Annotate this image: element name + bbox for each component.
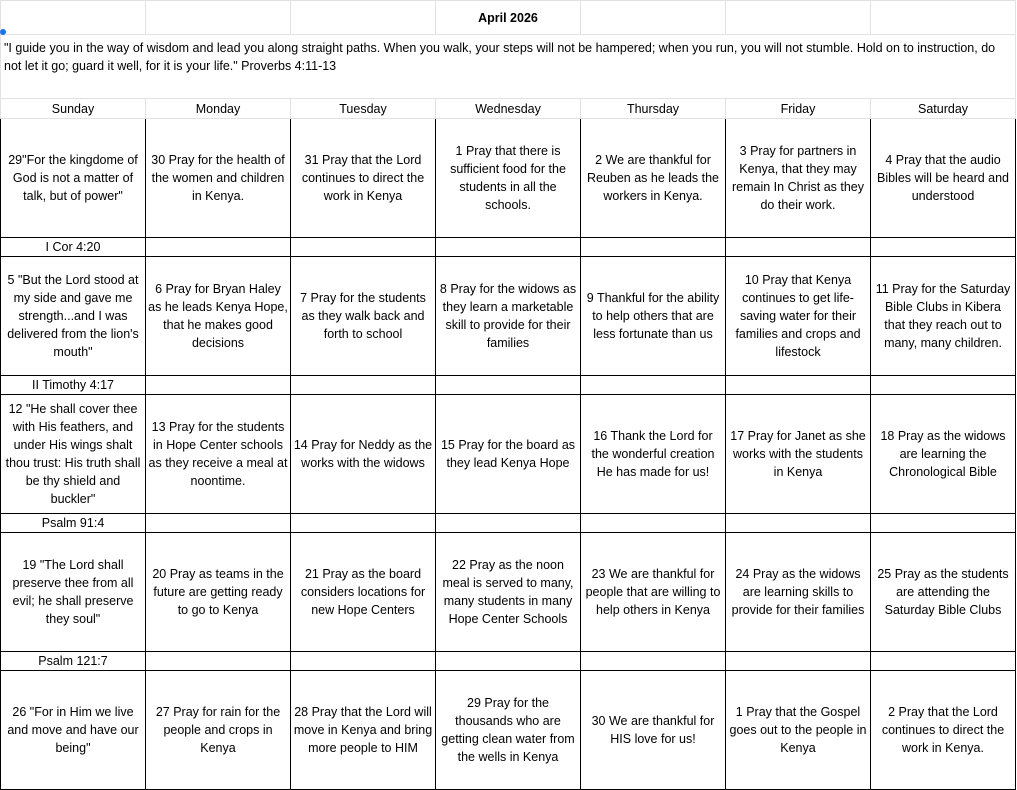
day-cell[interactable]: 22 Pray as the noon meal is served to many, many students in many Hope Center Schools <box>436 533 581 652</box>
sheet-cell[interactable] <box>291 376 436 395</box>
day-cell[interactable]: 19 "The Lord shall preserve thee from all evil; he shall preserve they soul" <box>1 533 146 652</box>
day-cell[interactable]: 21 Pray as the board considers locations for new Hope Centers <box>291 533 436 652</box>
day-cell[interactable]: 23 We are thankful for people that are willing to help others in Kenya <box>581 533 726 652</box>
sheet-cell[interactable] <box>581 238 726 257</box>
day-cell[interactable]: 17 Pray for Janet as she works with the students in Kenya <box>726 395 871 514</box>
sheet-cell[interactable] <box>726 238 871 257</box>
sheet-cell[interactable] <box>436 376 581 395</box>
day-header-thursday[interactable]: Thursday <box>581 99 726 119</box>
day-cell[interactable]: 30 We are thankful for HIS love for us! <box>581 671 726 790</box>
day-cell[interactable]: 26 "For in Him we live and move and have our being" <box>1 671 146 790</box>
sheet-cell[interactable] <box>871 238 1016 257</box>
day-cell[interactable]: 8 Pray for the widows as they learn a marketable skill to provide for their families <box>436 257 581 376</box>
selection-handle[interactable] <box>0 29 6 35</box>
sheet-cell[interactable] <box>581 652 726 671</box>
scripture-reference[interactable]: I Cor 4:20 <box>1 238 146 257</box>
day-cell[interactable]: 1 Pray that there is sufficient food for the students in all the schools. <box>436 119 581 238</box>
day-header-sunday[interactable]: Sunday <box>1 99 146 119</box>
day-cell[interactable]: 2 We are thankful for Reuben as he leads the workers in Kenya. <box>581 119 726 238</box>
sheet-cell[interactable] <box>146 514 291 533</box>
day-cell[interactable]: 16 Thank the Lord for the wonderful creation He has made for us! <box>581 395 726 514</box>
sheet-cell[interactable] <box>436 514 581 533</box>
sheet-cell[interactable] <box>146 238 291 257</box>
sheet-cell[interactable] <box>726 376 871 395</box>
sheet-cell[interactable] <box>146 376 291 395</box>
day-cell[interactable]: 2 Pray that the Lord continues to direct the work in Kenya. <box>871 671 1016 790</box>
day-cell[interactable]: 14 Pray for Neddy as the works with the widows <box>291 395 436 514</box>
sheet-cell[interactable] <box>436 238 581 257</box>
day-cell[interactable]: 31 Pray that the Lord continues to direct the work in Kenya <box>291 119 436 238</box>
sheet-cell[interactable] <box>726 652 871 671</box>
scripture-reference[interactable]: II Timothy 4:17 <box>1 376 146 395</box>
sheet-cell[interactable] <box>291 652 436 671</box>
sheet-cell[interactable] <box>871 376 1016 395</box>
calendar-title[interactable]: April 2026 <box>436 1 581 35</box>
day-header-friday[interactable]: Friday <box>726 99 871 119</box>
sheet-cell[interactable] <box>581 1 726 35</box>
day-cell[interactable]: 1 Pray that the Gospel goes out to the people in Kenya <box>726 671 871 790</box>
day-cell[interactable]: 5 "But the Lord stood at my side and gave me strength...and I was delivered from the lion's mouth" <box>1 257 146 376</box>
sheet-cell[interactable] <box>1 1 146 35</box>
sheet-cell[interactable] <box>291 238 436 257</box>
sheet-cell[interactable] <box>146 652 291 671</box>
sheet-cell[interactable] <box>871 1 1016 35</box>
day-cell[interactable]: 9 Thankful for the ability to help others that are less fortunate than us <box>581 257 726 376</box>
day-cell[interactable]: 18 Pray as the widows are learning the Chronological Bible <box>871 395 1016 514</box>
day-cell[interactable]: 12 "He shall cover thee with His feathers, and under His wings shalt thou trust: His truth shall be thy shield and buckler" <box>1 395 146 514</box>
sheet-cell[interactable] <box>871 514 1016 533</box>
sheet-cell[interactable] <box>581 514 726 533</box>
day-cell[interactable]: 4 Pray that the audio Bibles will be heard and understood <box>871 119 1016 238</box>
day-cell[interactable]: 3 Pray for partners in Kenya, that they may remain In Christ as they do their work. <box>726 119 871 238</box>
day-cell[interactable]: 29"For the kingdome of God is not a matter of talk, but of power" <box>1 119 146 238</box>
day-cell[interactable]: 25 Pray as the students are attending the Saturday Bible Clubs <box>871 533 1016 652</box>
sheet-cell[interactable] <box>291 514 436 533</box>
day-cell[interactable]: 29 Pray for the thousands who are getting clean water from the wells in Kenya <box>436 671 581 790</box>
day-cell[interactable]: 6 Pray for Bryan Haley as he leads Kenya Hope, that he makes good decisions <box>146 257 291 376</box>
sheet-cell[interactable] <box>871 652 1016 671</box>
sheet-cell[interactable] <box>146 1 291 35</box>
scripture-reference[interactable]: Psalm 121:7 <box>1 652 146 671</box>
sheet-cell[interactable] <box>436 652 581 671</box>
day-header-monday[interactable]: Monday <box>146 99 291 119</box>
day-cell[interactable]: 11 Pray for the Saturday Bible Clubs in Kibera that they reach out to many, many children. <box>871 257 1016 376</box>
day-header-wednesday[interactable]: Wednesday <box>436 99 581 119</box>
day-header-tuesday[interactable]: Tuesday <box>291 99 436 119</box>
day-cell[interactable]: 15 Pray for the board as they lead Kenya Hope <box>436 395 581 514</box>
scripture-reference[interactable]: Psalm 91:4 <box>1 514 146 533</box>
sheet-cell[interactable] <box>726 1 871 35</box>
sheet-cell[interactable] <box>726 514 871 533</box>
sheet-cell[interactable] <box>291 1 436 35</box>
day-cell[interactable]: 20 Pray as teams in the future are getting ready to go to Kenya <box>146 533 291 652</box>
day-cell[interactable]: 10 Pray that Kenya continues to get life-saving water for their families and crops and lifestock <box>726 257 871 376</box>
day-cell[interactable]: 13 Pray for the students in Hope Center schools as they receive a meal at noontime. <box>146 395 291 514</box>
verse-cell[interactable]: "I guide you in the way of wisdom and lead you along straight paths. When you walk, your steps will not be hampered; when you run, you will not stumble. Hold on to instruction, do not let it go; guard it well, for it is your life." Proverbs 4:11-13 <box>1 35 1016 99</box>
day-cell[interactable]: 7 Pray for the students as they walk back and forth to school <box>291 257 436 376</box>
sheet-cell[interactable] <box>581 376 726 395</box>
day-cell[interactable]: 24 Pray as the widows are learning skills to provide for their families <box>726 533 871 652</box>
day-header-saturday[interactable]: Saturday <box>871 99 1016 119</box>
day-cell[interactable]: 27 Pray for rain for the people and crops in Kenya <box>146 671 291 790</box>
day-cell[interactable]: 28 Pray that the Lord will move in Kenya and bring more people to HIM <box>291 671 436 790</box>
day-cell[interactable]: 30 Pray for the health of the women and children in Kenya. <box>146 119 291 238</box>
